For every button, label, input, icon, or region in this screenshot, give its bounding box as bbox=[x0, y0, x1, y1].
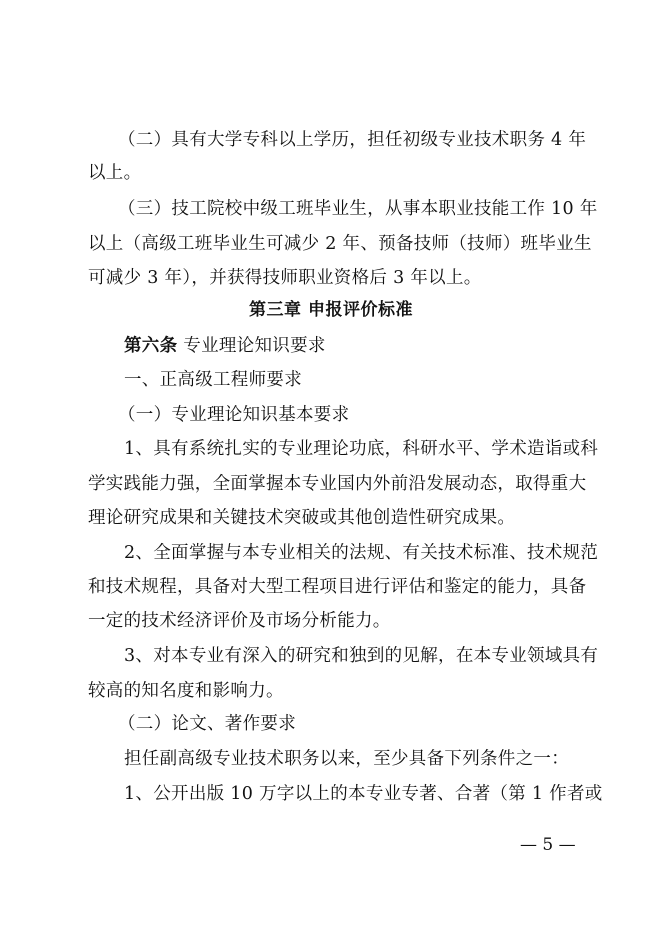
article-label: 第六条 bbox=[124, 336, 178, 356]
paragraph-line: 可减少 3 年），并获得技师职业资格后 3 年以上。 bbox=[88, 268, 482, 288]
section-heading: 一、正高级工程师要求 bbox=[124, 370, 302, 390]
paragraph-line: 理论研究成果和关键技术突破或其他创造性研究成果。 bbox=[88, 508, 516, 528]
paragraph-line: 1、公开出版 10 万字以上的本专业专著、合著（第 1 作者或 bbox=[124, 784, 603, 804]
paragraph-line: 以上。 bbox=[88, 163, 142, 183]
paragraph-line: 以上（高级工班毕业生可减少 2 年、预备技师（技师）班毕业生 bbox=[88, 234, 592, 254]
subsection-heading: （一）专业理论知识基本要求 bbox=[118, 405, 350, 425]
chapter-heading: 第三章 申报评价标准 bbox=[249, 300, 413, 320]
paragraph-line: 一定的技术经济评价及市场分析能力。 bbox=[88, 611, 391, 631]
paragraph-line: 学实践能力强，全面掌握本专业国内外前沿发展动态，取得重大 bbox=[88, 474, 587, 494]
article-heading bbox=[124, 334, 624, 358]
paragraph-line: 3、对本专业有深入的研究和独到的见解，在本专业领域具有 bbox=[124, 646, 599, 666]
subsection-heading: （二）论文、著作要求 bbox=[118, 714, 296, 734]
paragraph-line: 2、全面掌握与本专业相关的法规、有关技术标准、技术规范 bbox=[124, 543, 599, 563]
paragraph-line: （二）具有大学专科以上学历，担任初级专业技术职务 4 年 bbox=[118, 130, 587, 150]
page-number: — 5 — bbox=[520, 835, 576, 855]
article-title: 专业理论知识要求 bbox=[183, 336, 326, 356]
paragraph-line: 担任副高级专业技术职务以来，至少具备下列条件之一： bbox=[124, 749, 569, 769]
paragraph-line: 较高的知名度和影响力。 bbox=[88, 681, 284, 701]
paragraph-line: 1、具有系统扎实的专业理论功底，科研水平、学术造诣或科 bbox=[124, 439, 599, 459]
paragraph-line: 和技术规程，具备对大型工程项目进行评估和鉴定的能力，具备 bbox=[88, 577, 587, 597]
paragraph-line: （三）技工院校中级工班毕业生，从事本职业技能工作 10 年 bbox=[118, 199, 598, 219]
